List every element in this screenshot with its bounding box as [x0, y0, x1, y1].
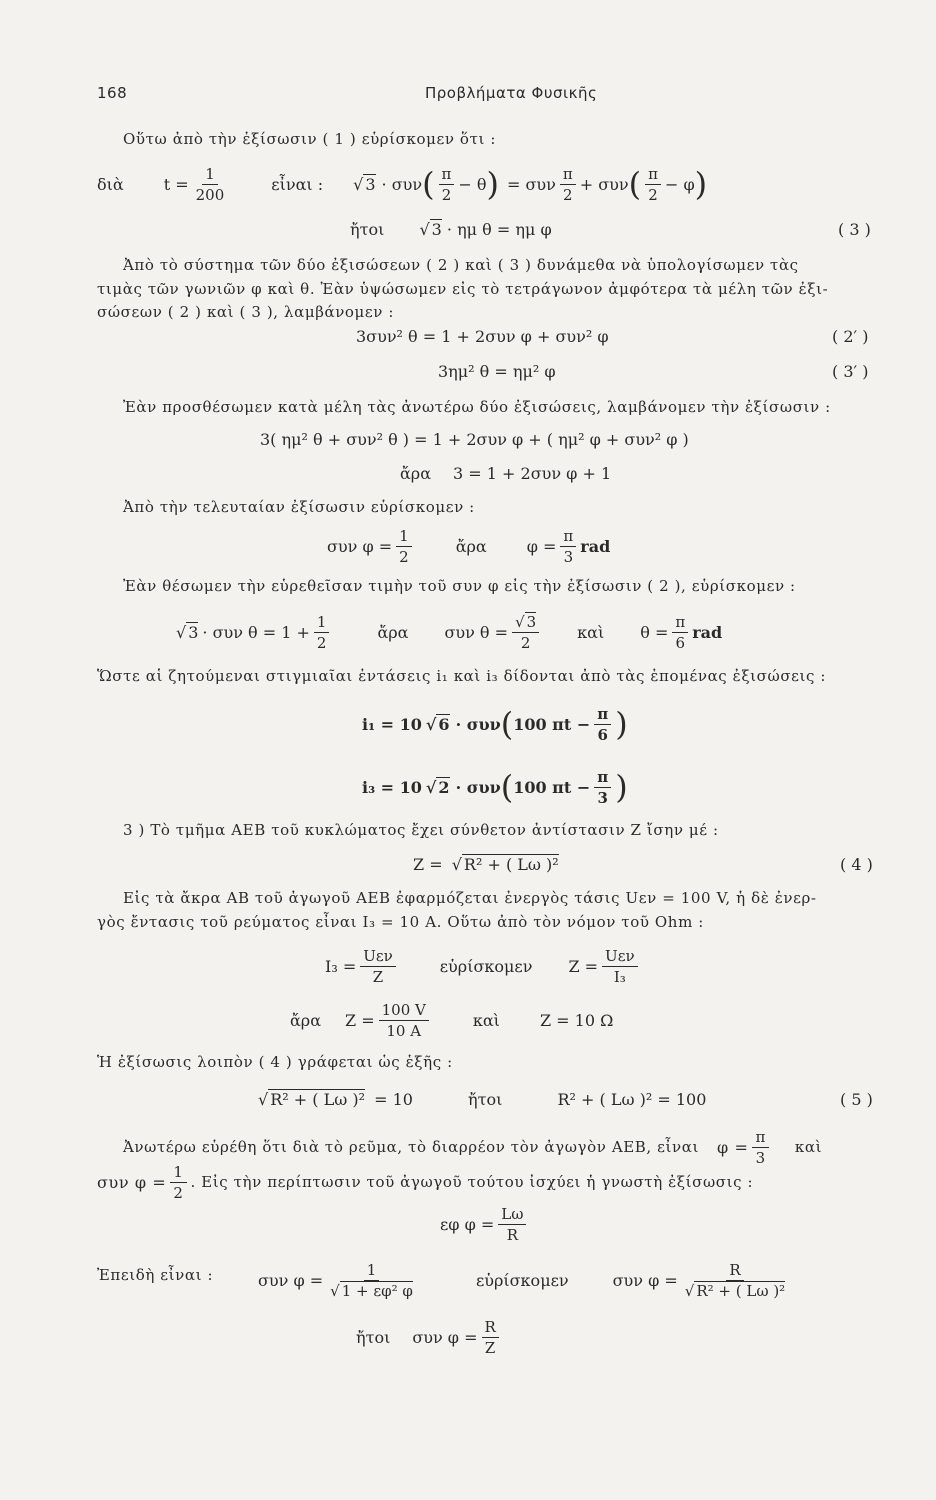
equation-3-prime: 3ημ² θ = ημ² φ — [438, 362, 556, 381]
equation-theta: √ 3 · συν θ = 1 + $\frac{1}{2}$ ἄρα συν θ = $\frac{√ 3}{2}$ καὶ θ = $\frac{\pi}{6}$ rad — [176, 612, 723, 652]
paragraph-8-line-2: γὸς ἔντασις τοῦ ρεύματος εἶναι I₃ = 10 A. Οὕτω ἀπὸ τὸν νόμον τοῦ Ohm : — [97, 913, 704, 931]
paragraph-10-line-2: συν φ = $\frac{1}{2}$ . Εἰς τὴν περίπτωσιν τοῦ ἀγωγοῦ τούτου ἰσχύει ἡ γνωστὴ ἐξίσωσις : — [97, 1162, 754, 1202]
equation-z-value: ἄρα Z = $\frac{100 V}{10 A}$ καὶ Z = 10 Ω — [290, 1000, 614, 1040]
equation-cos-phi: συν φ = $\frac{1}{2}$ ἄρα φ = $\frac{\pi}{3}$ rad — [327, 526, 611, 566]
paragraph-2-line-3: σώσεων ( 2 ) καὶ ( 3 ), λαμβάνομεν : — [97, 303, 395, 321]
paragraph-2-line-2: τιμὰς τῶν γωνιῶν φ καὶ θ. Ἐὰν ὑψώσωμεν εἰς τὸ τετράγωνον ἀμφότερα τὰ μέλη τῶν ἐξι- — [97, 280, 829, 298]
paragraph-4: Ἀπὸ τὴν τελευταίαν ἐξίσωσιν εὑρίσκομεν : — [123, 498, 475, 516]
equation-sum: 3( ημ² θ + συν² θ ) = 1 + 2συν φ + ( ημ² φ + συν² φ ) — [260, 430, 689, 449]
word-dia: διὰ — [97, 174, 124, 194]
equation-i1: i₁ = 10 √ 6 · συν ( 100 πt − $\frac{\pi}{6}$ ) — [362, 704, 628, 744]
paragraph-3: Ἐὰν προσθέσωμεν κατὰ μέλη τὰς ἀνωτέρω δύο ἐξισώσεις, λαμβάνομεν τὴν ἐξίσωσιν : — [123, 398, 831, 416]
equation-i3: i₃ = 10 √ 2 · συν ( 100 πt − $\frac{\pi}{3}$ ) — [362, 767, 628, 807]
word-einai: εἶναι : — [271, 174, 324, 194]
paragraph-2-line-1: Ἀπὸ τὸ σύστημα τῶν δύο ἐξισώσεων ( 2 ) καὶ ( 3 ) δυνάμεθα νὰ ὑπολογίσωμεν τὰς — [123, 256, 799, 274]
equation-5-number: ( 5 ) — [840, 1090, 873, 1109]
paragraph-6: Ὥστε αἱ ζητούμεναι στιγμιαῖαι ἐντάσεις i₁ καὶ i₃ δίδονται ἀπὸ τὰς ἑπομένας ἐξισώσεις : — [97, 667, 827, 685]
paragraph-11: Ἐπειδὴ εἶναι : — [97, 1266, 214, 1284]
equation-ohm: I₃ = $\frac{\text{Uεν}}{Z}$ εὑρίσκομεν Z = $\frac{\text{Uεν}}{\text{I₃}}$ — [325, 942, 642, 990]
eq-t-lhs: t = — [163, 174, 189, 194]
equation-z: Z = √ R² + ( Lω )² — [413, 855, 559, 874]
equation-3-prime-number: ( 3′ ) — [832, 362, 869, 381]
paragraph-10-line-1: Ἀνωτέρω εὑρέθη ὅτι διὰ τὸ ρεῦμα, τὸ διαρρέον τὸν ἀγωγὸν ΑΕΒ, εἶναι φ = $\frac{\pi}{3}$ καὶ — [123, 1127, 823, 1167]
paragraph-1: Οὕτω ἀπὸ τὴν ἐξίσωσιν ( 1 ) εὑρίσκομεν ὅτι : — [123, 130, 496, 148]
equation-3-number: ( 3 ) — [838, 220, 871, 239]
equation-cos-tan: συν φ = $\frac{1}{\text{√ 1 + εφ² φ}}$ εὑρίσκομεν συν φ = $\frac{R}{\text{√ R² + ( Lω )²}}$ — [258, 1260, 786, 1300]
equation-tan: εφ φ = $\frac{L\omega}{R}$ — [440, 1200, 530, 1248]
page-number: 168 — [97, 84, 128, 102]
equation-2-prime: 3συν² θ = 1 + 2συν φ + συν² φ — [356, 327, 609, 346]
paragraph-7: 3 ) Τὸ τμῆμα ΑΕΒ τοῦ κυκλώματος ἔχει σύνθετον ἀντίστασιν Ζ ἴσην μέ : — [123, 821, 719, 839]
fraction-1-200: $\frac{1}{200}$ — [195, 164, 225, 204]
equation-2-prime-number: ( 2′ ) — [832, 327, 869, 346]
paragraph-8-line-1: Εἰς τὰ ἄκρα ΑΒ τοῦ ἀγωγοῦ ΑΕΒ ἐφαρμόζεται ἐνεργὸς τάσις Uεν = 100 V, ἡ δὲ ἐνερ- — [123, 889, 817, 907]
equation-3: ἤτοι √ 3 · ημ θ = ημ φ — [350, 220, 552, 239]
running-title: Προβλήματα Φυσικῆς — [425, 84, 598, 102]
equation-final: ἤτοι συν φ = $\frac{R}{Z}$ — [356, 1312, 503, 1362]
equation-5: √ R² + ( Lω )² = 10 ἤτοι R² + ( Lω )² = 100 — [258, 1090, 707, 1109]
equation-sum-2: ἄρα 3 = 1 + 2συν φ + 1 — [400, 464, 612, 483]
paragraph-9: Ἡ ἐξίσωσις λοιπὸν ( 4 ) γράφεται ὡς ἑξῆς : — [97, 1053, 453, 1071]
equation-4-number: ( 4 ) — [840, 855, 873, 874]
equation-t: διὰ t = $\frac{1}{200}$ εἶναι : √ 3 · συν ( $\frac{\pi}{2}$ − θ ) = συν $\frac{\pi}{2}$ + συν ( $\frac{\pi}{2}$ − φ ) — [97, 164, 708, 204]
paragraph-5: Ἐὰν θέσωμεν τὴν εὑρεθεῖσαν τιμὴν τοῦ συν φ εἰς τὴν ἐξίσωσιν ( 2 ), εὑρίσκομεν : — [123, 577, 796, 595]
